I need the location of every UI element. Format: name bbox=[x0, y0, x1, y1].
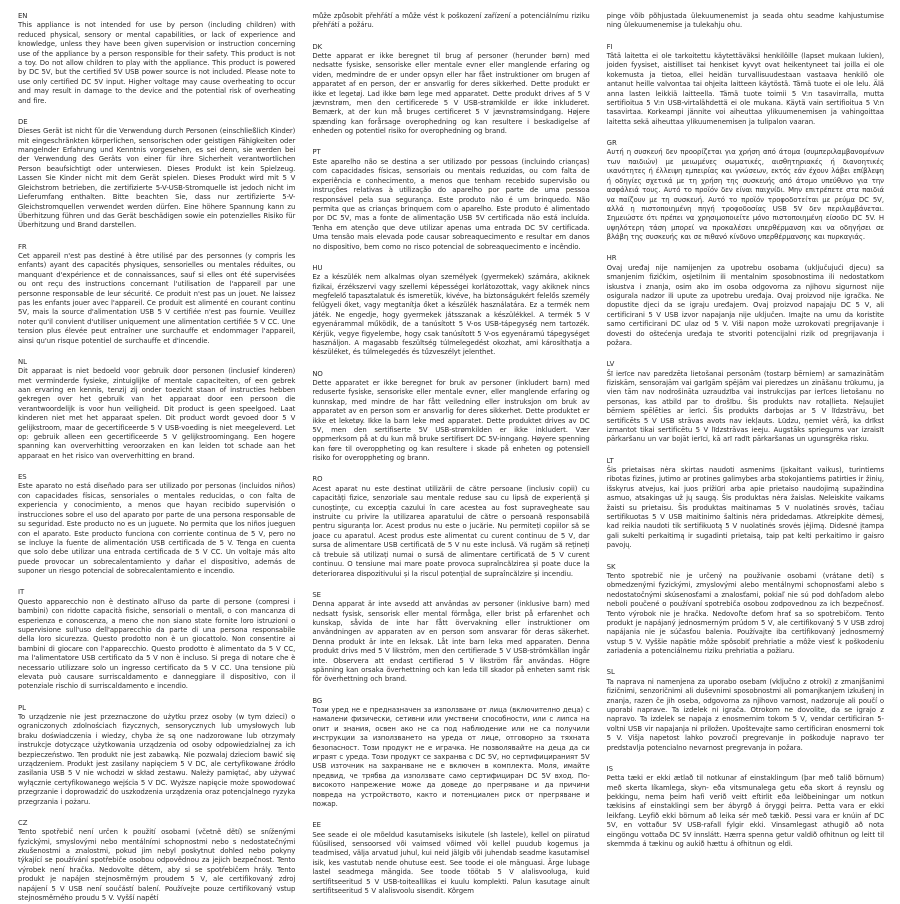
section-is bbox=[607, 765, 884, 850]
warning-text: Tento spotřebič není určen k použití osobami (včetně dětí) se sníženými fyzickými, smyslovými nebo mentálními schopnostmi nebo s nedostatečnými zkušenostmi a znalostmi, pokud jim nebyl poskytnut dohled nebo pokyny týkající se používání spotřebiče osobou odpovědnou za jejich bezpečnost. Tento výrobek není hračka. Nedovolte dětem, aby si se spotřebičem hrály. Tento produkt je napájen stejnosměrným proudem 5 V, ale certifikovaný zdroj napájení 5 V USB není součástí balení. Používejte pouze certifikovaný vstup stejnosměrného proudu 5 V. Vyšší napětí bbox=[18, 828, 296, 903]
warning-text: Acest aparat nu este destinat utilizării de către persoane (inclusiv copii) cu capacități fizice, senzoriale sau mentale reduse sau cu lipsă de experiență și cunoștințe, cu excepția cazului în care acestea au fost supravegheate sau instruite cu privire la utilizarea aparatului de către o persoană responsabilă pentru siguranța lor. Acest produs nu este o jucărie. Nu permiteți copiilor să se joace cu aparatul. Acest produs este alimentat cu curent continuu de 5 V, dar sursa de alimentare USB certificată de 5 V nu este inclusă. Vă rugăm să rețineți că trebuie să utilizați numai o sursă de alimentare certificată de 5 V curent continuu. O tensiune mai mare poate provoca supraîncălzirea și poate duce la deteriorarea dispozitivului și la riscul potențial de supraîncălzire și incendiu. bbox=[312, 484, 590, 578]
language-code: FR bbox=[18, 242, 27, 251]
warning-text: Dette apparat er ikke beregnet til brug af personer (herunder børn) med nedsatte fysiske, sensoriske eller mentale evner eller manglende erfaring og viden, medmindre de er under opsyn eller har fået instruktioner om brugen af apparatet af en person, der er ansvarlig for deres sikkerhed. Dette produkt er ikke et legetøj. Lad ikke børn lege med apparatet. Dette produkt drives af 5 V jævnstrøm, men den certificerede 5 V USB-strømkilde er ikke inkluderet. Bemærk, at der kun må bruges certificeret 5 V jævnstrømsindgang. Højere spænding kan forårsage overophedning og kan resultere i beskadigelse af enheden og potentiel risiko for overophedning og brand. bbox=[312, 52, 590, 136]
section-cz bbox=[18, 819, 295, 904]
language-code: SL bbox=[606, 668, 615, 677]
language-code: NL bbox=[18, 357, 27, 366]
section-en bbox=[18, 12, 295, 106]
section-ee-continued bbox=[607, 12, 884, 31]
language-code: DK bbox=[312, 42, 323, 51]
section-hr bbox=[607, 254, 884, 348]
section-pl bbox=[18, 704, 295, 807]
language-code: BG bbox=[312, 696, 323, 705]
language-code: CZ bbox=[18, 818, 28, 827]
language-code: FI bbox=[606, 42, 613, 51]
warning-text: Ovaj uređaj nije namijenjen za upotrebu osobama (uključujući djecu) sa smanjenim fizičkim, osjetilnim ili mentalnim sposobnostima ili nedostatkom iskustva i znanja, osim ako im osoba odgovorna za njihovu sigurnost nije osigurala nadzor ili upute za upotrebu uređaja. Ovaj proizvod nije igračka. Ne dopustite djeci da se igraju uređajem. Ovaj proizvod napajaju DC 5 V, ali certificirani 5 V USB izvor napajanja nije uključen. Imajte na umu da koristite samo certificirani DC ulaz od 5 V. Viši napon može uzrokovati pregrijavanje i dovesti do oštećenja uređaja te stvoriti potencijalni rizik od pregrijavanja i požara. bbox=[606, 263, 884, 347]
warning-text: Þetta tæki er ekki ætlað til notkunar af einstaklingum (þar með talið börnum) með skerta líkamlega, skyn- eða vitsmunalega getu eða skort á reynslu og þekkingu, nema þeim hafi verið veitt eftirlit eða leiðbeiningar um notkun tækisins af einstaklingi sem ber ábyrgð á öryggi þeirra. Þetta vara er ekki leikfang. Leyfið ekki börnum að leika sér með tækið. Þessi vara er knúin af DC 5V, en vottaður 5V USB-rafall fylgir ekki. Vinsamlegast athugið að nota eingöngu vottaða DC 5V innslátt. Hærra spenna getur valdið ofhitnun og leitt til skemmda á tækinu og aukið hættu á ofhitnun og eldi. bbox=[606, 774, 884, 849]
section-it bbox=[18, 588, 295, 691]
section-lt bbox=[607, 457, 884, 551]
language-code: EN bbox=[18, 12, 28, 20]
warning-text: Tento spotrebič nie je určený na používanie osobami (vrátane detí) s obmedzenými fyzickými, zmyslovými alebo mentálnymi schopnosťami alebo s nedostatočnými skúsenosťami a znalosťami, pokiaľ nie sú pod dohľadom alebo neboli poučené o používaní spotrebiča osobou zodpovednou za ich bezpečnosť. Tento výrobok nie je hračka. Nedovoľte deťom hrať sa so spotrebičom. Tento produkt je napájaný jednosmerným prúdom 5 V, ale certifikovaný 5 V USB zdroj napájania nie je súčasťou balenia. Používajte iba certifikovaný jednosmerný vstup 5 V. Vyššie napätie môže spôsobiť prehriatie a môže viesť k poškodeniu zariadenia a potenciálnemu riziku prehriatia a požiaru. bbox=[606, 571, 884, 656]
language-code: NO bbox=[312, 369, 323, 378]
language-code: HR bbox=[606, 254, 617, 263]
warning-text: Šis prietaisas nėra skirtas naudoti asmenims (įskaitant vaikus), turintiems ribotas fizines, jutimo ar protines galimybes arba stokojantiems patirties ir žinių, išskyrus atvejus, kai juos prižiūri arba apie prietaiso naudojimą supažindina asmuo, atsakingas už jų saugą. Šis produktas nėra žaislas. Neleiskite vaikams žaisti su prietaisu. Šis produktas maitinamas 5 V nuolatinės srovės, tačiau sertifikuotas 5 V USB maitinimo šaltinis nėra pridedamas. Atkreipkite dėmesį, kad reikia naudoti tik sertifikuotą 5 V nuolatinės srovės įėjimą. Didesnė įtampa gali sukelti perkaitimą ir sugadinti prietaisą, taip pat kelti perkaitimo ir gaisro pavojų. bbox=[606, 466, 884, 550]
language-code: ES bbox=[18, 473, 27, 482]
section-gr bbox=[607, 139, 884, 242]
column-3 bbox=[607, 12, 884, 892]
warning-text: Dette apparatet er ikke beregnet for bruk av personer (inkludert barn) med reduserte fysiske, sensoriske eller mentale evner, eller manglende erfaring og kunnskap, med mindre de har fått veiledning eller instruksjon om bruk av apparatet av en person som er ansvarlig for deres sikkerhet. Dette produktet er ikke et leketøy. Ikke la barn leke med apparatet. Dette produktet drives av DC 5V, men den sertifiserte 5V USB-strømkilden er ikke inkludert. Vær oppmerksom på at du kun må bruke sertifisert DC 5V-inngang. Høyere spenning kan føre til overoppheting og kan resultere i skade på enheten og potensiell risiko for overoppheting og brann. bbox=[312, 379, 590, 463]
section-se bbox=[312, 591, 589, 685]
language-code: DE bbox=[18, 117, 28, 126]
language-code: SK bbox=[606, 562, 616, 571]
language-code: SE bbox=[312, 590, 321, 599]
section-bg bbox=[312, 697, 589, 810]
section-es bbox=[18, 473, 295, 576]
language-code: GR bbox=[606, 139, 617, 148]
section-de bbox=[18, 118, 295, 231]
warning-text: Cet appareil n'est pas destiné à être utilisé par des personnes (y compris les enfants) ayant des capacités physiques, sensorielles ou mentales réduites, ou manquant d'expérience et de connaissances, sauf si elles ont été supervisées ou ont reçu des instructions concernant l'utilisation de l'appareil par une personne responsable de leur sécurité. Ce produit n'est pas un jouet. Ne laissez pas les enfants jouer avec l'appareil. Ce produit est alimenté en courant continu 5V, mais la source d'alimentation USB 5 V certifiée n'est pas fournie. Veuillez noter qu'il convient d'utiliser uniquement une alimentation certifiée 5 V CC. Une tension plus élevée peut entraîner une surchauffe et endommager l'appareil, ainsi qu'un risque potentiel de surchauffe et d'incendie. bbox=[18, 251, 296, 345]
warning-text: Ta naprava ni namenjena za uporabo osebam (vključno z otroki) z zmanjšanimi fizičnimi, senzoričnimi ali duševnimi sposobnostmi ali pomanjkanjem izkušenj in znanja, razen če jih oseba, odgovorna za njihovo varnost, nadzoruje ali poučí o uporabi naprave. Ta izdelek ni igrača. Otrokom ne dovolite, da se igrajo z napravo. Ta izdelek se napaja z enosmernim tokom 5 V, vendar certificiran 5-voltni USB vir napajanja ni priložen. Upoštevajte samo certificiran enosmerni tok 5 V. Višja napetost lahko povzroči pregrevanje in poškoduje napravo ter predstavlja potencialno nevarnost pregrevanja in požara. bbox=[606, 677, 884, 752]
warning-text: To urządzenie nie jest przeznaczone do użytku przez osoby (w tym dzieci) o ograniczonych zdolnościach fizycznych, sensorycznych lub umysłowych lub braku doświadczenia i wiedzy, chyba że są one nadzorowane lub otrzymały instrukcje dotyczące użytkowania urządzenia od osoby odpowiedzialnej za ich bezpieczeństwo. Ten produkt nie jest zabawką. Nie pozwalaj dzieciom bawić się urządzeniem. Produkt jest zasilany napięciem 5 V DC, ale certyfikowane źródło zasilania USB 5 V nie wchodzi w skład zestawu. Należy pamiętać, aby używać wyłącznie certyfikowanego wejścia 5 V DC. Wyższe napięcie może spowodować przegrzanie i doprowadzić do uszkodzenia urządzenia oraz potencjalnego ryzyka przegrzania i pożaru. bbox=[18, 713, 296, 806]
section-cz-continued bbox=[312, 12, 589, 31]
warning-text: Denna apparat är inte avsedd att användas av personer (inklusive barn) med nedsatt fysisk, sensorisk eller mental förmåga, eller brist på erfarenhet och kunskap, såvida de inte har fått övervakning eller instruktioner om användningen av apparaten av en person som ansvarar för deras säkerhet. Denna produkt är inte en leksak. Låt inte barn leka med apparaten. Denna produkt drivs med 5 V likström, men den certifierade 5 V USB-strömkällan ingår inte. Observera att endast certifierad 5 V likström får användas. Högre spänning kan orsaka överhettning och kan leda till skador på enheten samt risk för överhettning och brand. bbox=[312, 600, 590, 684]
section-ee bbox=[312, 821, 589, 896]
warning-text: může způsobit přehřátí a může vést k poškození zařízení a potenciálnímu riziku přehřátí a požáru. bbox=[312, 12, 590, 30]
multilingual-safety-notice bbox=[18, 12, 884, 903]
warning-text: Este aparelho não se destina a ser utilizado por pessoas (incluindo crianças) com capacidades físicas, sensoriais ou mentais reduzidas, ou com falta de experiência e conhecimento, a menos que tenham recebido supervisão ou instruções relativas à utilização do aparelho por parte de uma pessoa responsável pela sua segurança. Este produto não é um brinquedo. Não permita que as crianças brinquem com o aparelho. Este produto é alimentado por DC 5V, mas a fonte de alimentação USB 5V certificada não está incluída. Tenha em atenção que deve utilizar apenas uma entrada DC 5V certificada. Uma tensão mais elevada pode causar sobreaquecimento e resultar em danos no dispositivo, bem como no risco potencial de sobreaquecimento e incêndio. bbox=[312, 157, 590, 251]
language-code: RO bbox=[312, 475, 323, 484]
language-code: EE bbox=[312, 821, 321, 830]
warning-text: Този уред не е предназначен за използване от лица (включително деца) с намалени физически, сетивни или умствени способности, или с липса на опит и знания, освен ако не са под наблюдение или не са получили инструкции за използването на уреда от лице, отговорно за тяхната безопасност. Този продукт не е играчка. Не позволявайте на деца да си играят с уреда. Този продукт се захранва с DC 5V, но сертифицираният 5V USB източник на захранване не е включен в комплекта. Моля, имайте предвид, че трябва да използвате само сертифициран DC 5V вход. По-високото напрежение може да доведе до прегряване и да причини повреда на устройството, както и потенциален риск от прегряване и пожар. bbox=[312, 705, 590, 809]
warning-text: pinge võib põhjustada ülekuumenemist ja seada ohtu seadme kahjustumise ning ülekuumenemise ja tulekahju ohu. bbox=[606, 12, 884, 30]
warning-text: Este aparato no está diseñado para ser utilizado por personas (incluidos niños) con capacidades físicas, sensoriales o mentales reducidas, o con falta de experiencia y conocimiento, a menos que hayan recibido supervisión o instrucciones sobre el uso del aparato por parte de una persona responsable de su seguridad. Este producto no es un juguete. No permita que los niños jueguen con el aparato. Este producto funciona con corriente continua de 5 V, pero no se incluye la fuente de alimentación USB certificada de 5 V. Tenga en cuenta que solo debe utilizar una entrada certificada de 5 V CC. Un voltaje más alto puede provocar un sobrecalentamiento y dañar el dispositivo, además de suponer un riesgo potencial de sobrecalentamiento e incendio. bbox=[18, 482, 296, 576]
section-no bbox=[312, 370, 589, 464]
warning-text: See seade ei ole mõeldud kasutamiseks isikutele (sh lastele), kellel on piiratud füüsilised, sensoorsed või vaimsed võimed või kellel puudub kogemus ja teadmised, välja arvatud juhul, kui neid jälgib või juhendab seadme kasutamisel isik, kes vastutab nende ohutuse eest. See toode ei ole mänguasi. Ärge lubage lastel seadmega mängida. See toode töötab 5 V alalisvooluga, kuid sertifitseeritud 5 V USB-toiteallikas ei kuulu komplekti. Palun kasutage ainult sertifitseeritud 5 V alalisvoolu sisendit. Kõrgem bbox=[312, 830, 590, 896]
section-pt bbox=[312, 148, 589, 251]
section-ro bbox=[312, 475, 589, 578]
language-code: LV bbox=[606, 360, 615, 369]
warning-text: Questo apparecchio non è destinato all'uso da parte di persone (compresi i bambini) con ridotte capacità fisiche, sensoriali o mentali, o con mancanza di esperienza e conoscenza, a meno che non siano state fornite loro istruzioni o supervisione sull'uso dell'apparecchio da parte di una persona responsabile della loro sicurezza. Questo prodotto non è un giocattolo. Non consentire ai bambini di giocare con l'apparecchio. Questo prodotto è alimentato da 5 V CC, ma l'alimentatore USB certificato da 5 V non è incluso. Si prega di notare che è necessario utilizzare solo un ingresso certificato da 5 V CC. Una tensione più elevata può causare surriscaldamento e danneggiare il dispositivo, con il potenziale rischio di surriscaldamento e incendio. bbox=[18, 597, 296, 691]
section-fi bbox=[607, 43, 884, 128]
language-code: IS bbox=[606, 764, 613, 773]
section-nl bbox=[18, 358, 295, 461]
warning-text: Αυτή η συσκευή δεν προορίζεται για χρήση από άτομα (συμπεριλαμβανομένων των παιδιών) με μειωμένες σωματικές, αισθητηριακές ή διανοητικές ικανότητες ή έλλειψη εμπειρίας και γνώσεων, εκτός εάν έχουν λάβει επίβλεψη ή οδηγίες σχετικά με τη χρήση της συσκευής από άτομο υπεύθυνο για την ασφάλειά τους. Αυτό το προϊόν δεν είναι παιχνίδι. Μην επιτρέπετε στα παιδιά να παίζουν με τη συσκευή. Αυτό το προϊόν τροφοδοτείται με ρεύμα DC 5V, αλλά η πιστοποιημένη πηγή τροφοδοσίας USB 5V δεν περιλαμβάνεται. Σημειώστε ότι πρέπει να χρησιμοποιείτε μόνο πιστοποιημένη είσοδο DC 5V. Η υψηλότερη τάση μπορεί να προκαλέσει υπερθέρμανση και να οδηγήσει σε βλάβη της συσκευής και σε πιθανό κίνδυνο υπερθέρμανσης και πυρκαγιάς. bbox=[606, 148, 884, 242]
language-code: LT bbox=[606, 456, 614, 465]
language-code: IT bbox=[18, 588, 25, 597]
section-hu bbox=[312, 264, 589, 358]
section-sl bbox=[607, 668, 884, 753]
language-code: HU bbox=[312, 263, 323, 272]
warning-text: Šī ierīce nav paredzēta lietošanai personām (tostarp bērniem) ar samazinātām fiziskām, sensorajām vai garīgām spējām vai pieredzes un zināšanu trūkumu, ja vien tām nav nodrošināta uzraudzība vai instrukcijas par ierīces lietošanu no personas, kas atbild par to drošību. Šis produkts nav rotaļlieta. Neļaujiet bērniem spēlēties ar ierīci. Šis produkts darbojas ar 5 V līdzstrāvu, bet sertificēts 5 V USB strāvas avots nav iekļauts. Lūdzu, ņemiet vērā, ka drīkst izmantot tikai sertificētu 5 V līdzstrāvas ieeju. Augstāks spriegums var izraisīt pārkaršanu un var bojāt ierīci, kā arī radīt pārkaršanas un ugunsgrēka risku. bbox=[606, 369, 884, 444]
language-code: PL bbox=[18, 703, 26, 712]
warning-text: Dit apparaat is niet bedoeld voor gebruik door personen (inclusief kinderen) met verminderde fysieke, zintuiglijke of mentale capaciteiten, of een gebrek aan ervaring en kennis, tenzij zij onder toezicht staan of instructies hebben gekregen over het gebruik van het apparaat door een persoon die verantwoordelijk is voor hun veiligheid. Dit product is geen speelgoed. Laat kinderen niet met het apparaat spelen. Dit product wordt gevoed door 5 V gelijkstroom, maar de gecertificeerde 5 V USB-voeding is niet meegeleverd. Let op: gebruik alleen een gecertificeerde 5 V gelijkstroomingang. Een hogere spanning kan oververhitting veroorzaken en kan leiden tot schade aan het apparaat en het risico van oververhitting en brand. bbox=[18, 367, 296, 460]
warning-text: Ez a készülék nem alkalmas olyan személyek (gyermekek) számára, akiknek fizikai, érzékszervi vagy szellemi képességei korlátozottak, vagy akiknek nincs megfelelő tapasztalatuk és ismeretük, kivéve, ha biztonságukért felelős személy felügyeli őket, vagy megtanítja őket a készülék használatára. Ez a termék nem játék. Ne engedje, hogy gyermekek játsszanak a készülékkel. A termék 5 V egyenárammal működik, de a tanúsított 5 V-os USB-tápegység nem tartozék. Kérjük, vegye figyelembe, hogy csak tanúsított 5 V-os egyenáramú tápegységet használjon. A magasabb feszültség túlmelegedést okozhat, ami károsíthatja a készüléket, és túlmelegedés és tűzveszélyt jelenthet. bbox=[312, 273, 590, 357]
section-sk bbox=[607, 563, 884, 657]
warning-text: Tätä laitetta ei ole tarkoitettu käytettäväksi henkilöille (lapset mukaan lukien), joiden fyysiset, aistilliset tai henkiset kyvyt ovat heikentyneet tai joilla ei ole kokemusta ja tietoa, ellei heidän turvallisuudestaan vastaava henkilö ole antanut heille valvontaa tai ohjeita laitteen käytöstä. Tämä tuote ei ole lelu. Älä anna lasten leikkiä laitteella. Tämä tuote toimii 5 V:n tasavirralla, mutta sertifioitua 5 V:n USB-virtalähdettä ei ole mukana. Käytä vain sertifioitua 5 V:n tasavirtaa. Korkeampi jännite voi aiheuttaa ylikuumenemisen ja vahingoittaa laitetta sekä aiheuttaa ylikuumenemisen ja tulipalon vaaran. bbox=[606, 52, 884, 126]
section-lv bbox=[607, 360, 884, 445]
section-dk bbox=[312, 43, 589, 137]
column-2 bbox=[312, 12, 590, 896]
warning-text: Dieses Gerät ist nicht für die Verwendung durch Personen (einschließlich Kinder) mit eingeschränkten körperlichen, sensorischen oder geistigen Fähigkeiten oder mangelnder Erfahrung und Kenntnis vorgesehen, es sei denn, sie werden bei der Verwendung des Geräts von einer für ihre Sicherheit verantwortlichen Person beaufsichtigt oder unterwiesen. Dieses Produkt ist kein Spielzeug. Lassen Sie Kinder nicht mit dem Gerät spielen. Dieses Produkt wird mit 5 V Gleichstrom betrieben, die zertifizierte 5-V-USB-Stromquelle ist jedoch nicht im Lieferumfang enthalten. Bitte beachten Sie, dass nur zertifizierte 5-V-Gleichstromquellen verwendet werden dürfen. Eine höhere Spannung kann zu Überhitzung führen und das Gerät beschädigen sowie ein potenzielles Risiko für Überhitzung und Brand darstellen. bbox=[18, 127, 296, 230]
section-fr bbox=[18, 243, 295, 346]
language-code: PT bbox=[312, 148, 321, 157]
warning-text: This appliance is not intended for use by person (including children) with reduced physical, sensory or mental capabilities, or lack of experience and knowledge, unless they have been given supervision or instruction concerning use of the appliance by a person responsible for their safety. This product is not a toy. Do not allow children to play with the appliance. This product is powered by DC 5V, but the certified 5V USB power source is not included. Please note to use only certified DC 5V input. Higher voltage may cause overheating to occur and may result in damage to the device and the potential risk of overheating and fire. bbox=[18, 21, 296, 105]
column-1 bbox=[18, 12, 296, 903]
